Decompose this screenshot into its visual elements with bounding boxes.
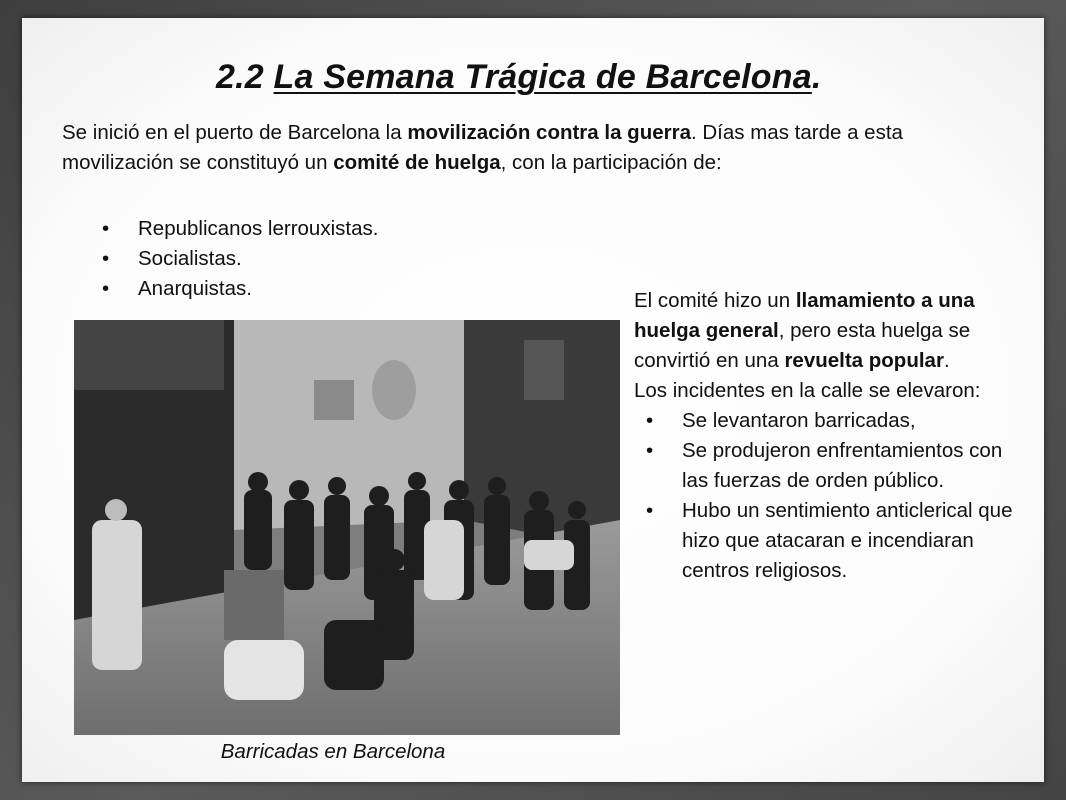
title-period: . <box>811 58 822 96</box>
strike-bold-2: revuelta popular <box>784 349 944 372</box>
list-item: • Anarquistas. <box>102 274 378 304</box>
strike-text-2: , pero esta huelga se convirtió en una <box>634 319 971 372</box>
strike-paragraph <box>634 286 1014 376</box>
list-item: • Se levantaron barricadas, <box>646 406 1014 436</box>
intro-text-3: , con la participación de: <box>500 151 722 174</box>
list-item: • Socialistas. <box>102 244 378 274</box>
slide-title <box>216 58 821 97</box>
intro-text-2: . Días mas tarde a esta movilización se constituyó un <box>62 121 903 174</box>
barricades-photo <box>74 320 620 735</box>
strike-text-1: El comité hizo un <box>634 289 796 312</box>
intro-text-1: Se inició en el puerto de Barcelona la <box>62 121 408 144</box>
list-item: • Se produjeron enfrentamientos con las fuerzas de orden público. <box>646 436 1014 496</box>
strike-bold-1: llamamiento a una huelga general <box>634 289 975 342</box>
intro-bold-1: movilización contra la guerra <box>407 121 691 144</box>
participants-list <box>102 214 378 304</box>
photo-caption-text: Barricadas en Barcelona <box>220 740 446 763</box>
title-number: 2.2 <box>216 58 264 96</box>
strike-text-3: . <box>943 349 950 372</box>
intro-paragraph <box>62 118 962 178</box>
list-item: • Republicanos lerrouxistas. <box>102 214 378 244</box>
list-item: • Hubo un sentimiento anticlerical que hizo que atacaran e incendiaran centros religiosos. <box>646 496 1014 586</box>
incidents-list <box>634 406 1014 586</box>
photo-caption <box>0 740 650 764</box>
title-text: La Semana Trágica de Barcelona <box>273 58 812 96</box>
strike-description <box>634 286 1014 586</box>
photo-illustration <box>74 320 620 735</box>
incidents-line: Los incidentes en la calle se elevaron: <box>634 379 981 402</box>
intro-bold-2: comité de huelga <box>333 151 501 174</box>
